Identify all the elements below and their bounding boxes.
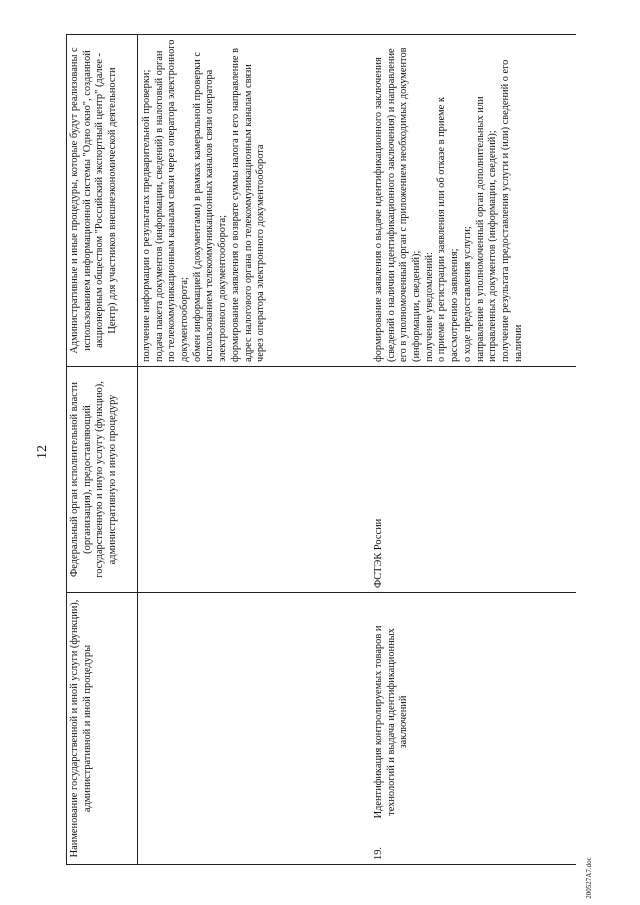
- footer-filename: 200527A7.doc: [585, 857, 593, 899]
- procedure-line: формирование заявления о возврате суммы налога и его направление в адрес налогового органа по телекоммуникационным каналам связи через оператора электронного документооборота: [229, 47, 267, 362]
- service-name: Идентификация контролируемых товаров и технологий и выдача идентификационных заключений: [373, 625, 410, 819]
- procedures-table: [66, 34, 576, 865]
- row19-agency-cell: ФСТЭК России: [370, 367, 576, 593]
- procedure-line: получение информации о результатах предварительной проверки;: [141, 69, 152, 362]
- row19-service-cell: [370, 593, 576, 865]
- procedure-line: о ходе предоставления услуги;: [461, 226, 473, 362]
- procedure-line: обмен информацией (документами) в рамках камеральной проверки с использованием телекоммуникационных каналов связи оператора электронного документооборота;: [191, 52, 229, 362]
- table-row-19: [370, 35, 576, 865]
- header-agency: Федеральный орган исполнительной власти (организация), предоставляющий государственную и иную услугу (функцию), административную и иную процедуру: [67, 367, 138, 593]
- procedure-line: получение уведомлений:: [423, 252, 435, 362]
- procedure-line: направление в уполномоченный орган дополнительных или исправленных документов (информации, сведений);: [474, 96, 499, 362]
- cont-procedures-cell: [138, 35, 371, 367]
- table-header-row: [67, 35, 138, 865]
- row19-procedures-cell: [370, 35, 576, 367]
- procedure-line: получение результата предоставления услуги и (или) сведений о его наличии: [499, 59, 524, 362]
- procedure-line: о приеме и регистрации заявления или об отказе в приеме к рассмотрению заявления;: [436, 97, 461, 362]
- header-service: Наименование государственной и иной услуги (функции), административной и иной процедуры: [67, 593, 138, 865]
- procedure-line: формирование заявления о выдаче идентификационного заключения (сведений о наличии идентификационного заключения) и направление его в уполномоченный орган с приложением необходимых документов (информации, сведений);: [373, 47, 423, 362]
- row-number: 19.: [373, 847, 384, 860]
- rotated-table-container: [66, 35, 572, 865]
- procedure-line: подача пакета документов (информации, сведений) в налоговый орган по телекоммуникационным каналам связи через оператора электронного документооборота;: [153, 39, 191, 362]
- cont-agency-cell: [138, 367, 371, 593]
- page-number: 12: [35, 445, 50, 459]
- cont-service-cell: [138, 593, 371, 865]
- header-procedures: Административные и иные процедуры, которые будут реализованы с использованием информационной системы "Одно окно", созданной акционерным обществом "Российский экспортный центр" (далее - Центр) для участников внешнеэкономической деятельности: [67, 35, 138, 367]
- table-row-continuation: [138, 35, 371, 865]
